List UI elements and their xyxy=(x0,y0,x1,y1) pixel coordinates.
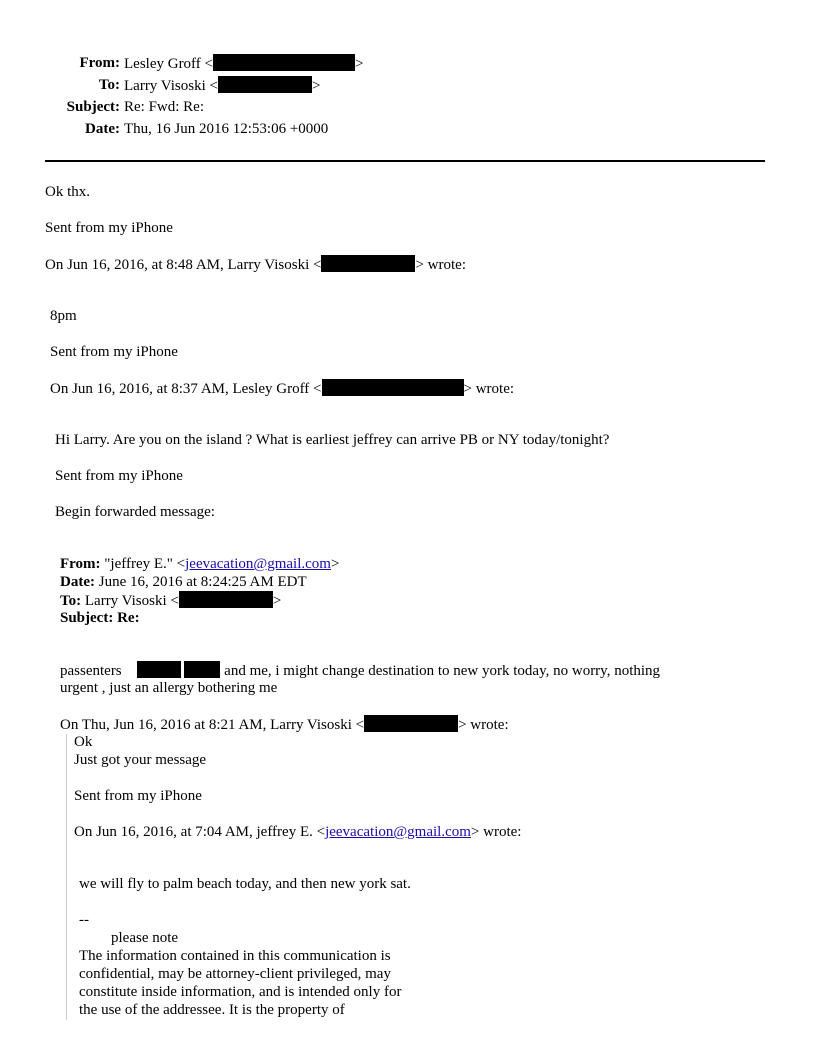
redaction-box xyxy=(321,255,415,272)
wrote-suffix: > wrote: xyxy=(415,257,466,273)
redaction-box xyxy=(184,661,220,678)
quoted-signature: Sent from my iPhone xyxy=(74,788,202,804)
date-value: Thu, 16 Jun 2016 12:53:06 +0000 xyxy=(124,121,329,137)
fwd-wrote-line xyxy=(60,715,509,734)
from-value xyxy=(124,54,363,73)
fwd-from-email-link[interactable]: jeevacation@gmail.com xyxy=(185,556,331,572)
reply1-signature: Sent from my iPhone xyxy=(50,344,178,360)
quoted-email-link[interactable]: jeevacation@gmail.com xyxy=(325,824,471,840)
fwd-msg-prefix: passenters xyxy=(60,663,122,679)
wrote-suffix: > wrote: xyxy=(458,717,509,733)
signature-note: please note xyxy=(111,930,179,946)
fwd-message-line2: urgent , just an allergy bothering me xyxy=(60,680,278,696)
fwd-date-label: Date: xyxy=(60,574,95,590)
to-name: Larry Visoski < xyxy=(124,78,218,94)
to-value xyxy=(124,76,320,95)
quoted-got-message: Just got your message xyxy=(74,752,207,768)
quoted-ok: Ok xyxy=(74,734,93,750)
date-label: Date: xyxy=(85,121,120,137)
redaction-box xyxy=(137,661,181,678)
redaction-box xyxy=(218,76,312,93)
fwd-subject-value: Re: xyxy=(117,610,140,626)
from-tail: > xyxy=(355,56,364,72)
disclaimer-line: confidential, may be attorney-client privileged, may xyxy=(79,966,391,982)
subject-value: Re: Fwd: Re: xyxy=(124,99,205,115)
signature-dashes: -- xyxy=(79,912,89,928)
redaction-box xyxy=(364,715,458,732)
wrote-prefix: On Jun 16, 2016, at 8:37 AM, Lesley Groff < xyxy=(50,381,322,397)
reply1-wrote-line xyxy=(50,379,514,398)
wrote-prefix: On Thu, Jun 16, 2016 at 8:21 AM, Larry Visoski < xyxy=(60,717,365,733)
from-name: Lesley Groff < xyxy=(124,56,213,72)
fwd-from-tail: > xyxy=(330,556,340,572)
redaction-box xyxy=(322,379,464,396)
quoted-wrote-line xyxy=(74,823,521,841)
reply1-line-8pm: 8pm xyxy=(50,308,77,324)
fwd-date-line xyxy=(60,573,307,591)
body-line-ok: Ok thx. xyxy=(45,184,90,200)
quote-bar xyxy=(66,734,67,1020)
body-signature: Sent from my iPhone xyxy=(45,220,173,236)
disclaimer-line: The information contained in this communication is xyxy=(79,948,391,964)
fwd-to-tail: > xyxy=(272,593,282,609)
wrote-suffix: > wrote: xyxy=(463,381,515,397)
fwd-from-name: "jeffrey E." < xyxy=(104,556,186,572)
body-wrote-line xyxy=(45,255,466,274)
fwd-date-value: June 16, 2016 at 8:24:25 AM EDT xyxy=(98,574,307,590)
fwd-msg-text: and me, i might change destination to new york today, no worry, nothing xyxy=(224,663,661,679)
fwd-subject-line xyxy=(60,609,140,627)
reply2-question: Hi Larry. Are you on the island ? What is earliest jeffrey can arrive PB or NY today/tonight? xyxy=(55,432,610,448)
disclaimer-line: the use of the addressee. It is the property of xyxy=(79,1002,345,1018)
from-label: From: xyxy=(79,55,120,71)
fwd-message-line1 xyxy=(60,661,660,680)
wrote-prefix: On Jun 16, 2016, at 8:48 AM, Larry Visoski < xyxy=(45,257,322,273)
fwd-to-label: To: xyxy=(60,593,82,609)
to-tail: > xyxy=(311,78,321,94)
fwd-from-line xyxy=(60,555,339,573)
redaction-box xyxy=(179,591,273,608)
quoted-message: we will fly to palm beach today, and then new york sat. xyxy=(79,876,411,892)
fwd-subject-label: Subject: xyxy=(60,610,114,626)
subject-label: Subject: xyxy=(66,99,120,115)
forwarded-intro: Begin forwarded message: xyxy=(55,504,215,520)
fwd-to-line xyxy=(60,591,281,610)
fwd-from-label: From: xyxy=(60,556,101,572)
redaction-box xyxy=(213,54,355,71)
wrote-prefix: On Jun 16, 2016, at 7:04 AM, jeffrey E. < xyxy=(74,824,326,840)
fwd-to-name: Larry Visoski < xyxy=(84,593,179,609)
to-label: To: xyxy=(98,77,120,93)
header-divider xyxy=(45,160,765,162)
wrote-suffix: > wrote: xyxy=(470,824,522,840)
reply2-signature: Sent from my iPhone xyxy=(55,468,183,484)
disclaimer-line: constitute inside information, and is intended only for xyxy=(79,984,402,1000)
